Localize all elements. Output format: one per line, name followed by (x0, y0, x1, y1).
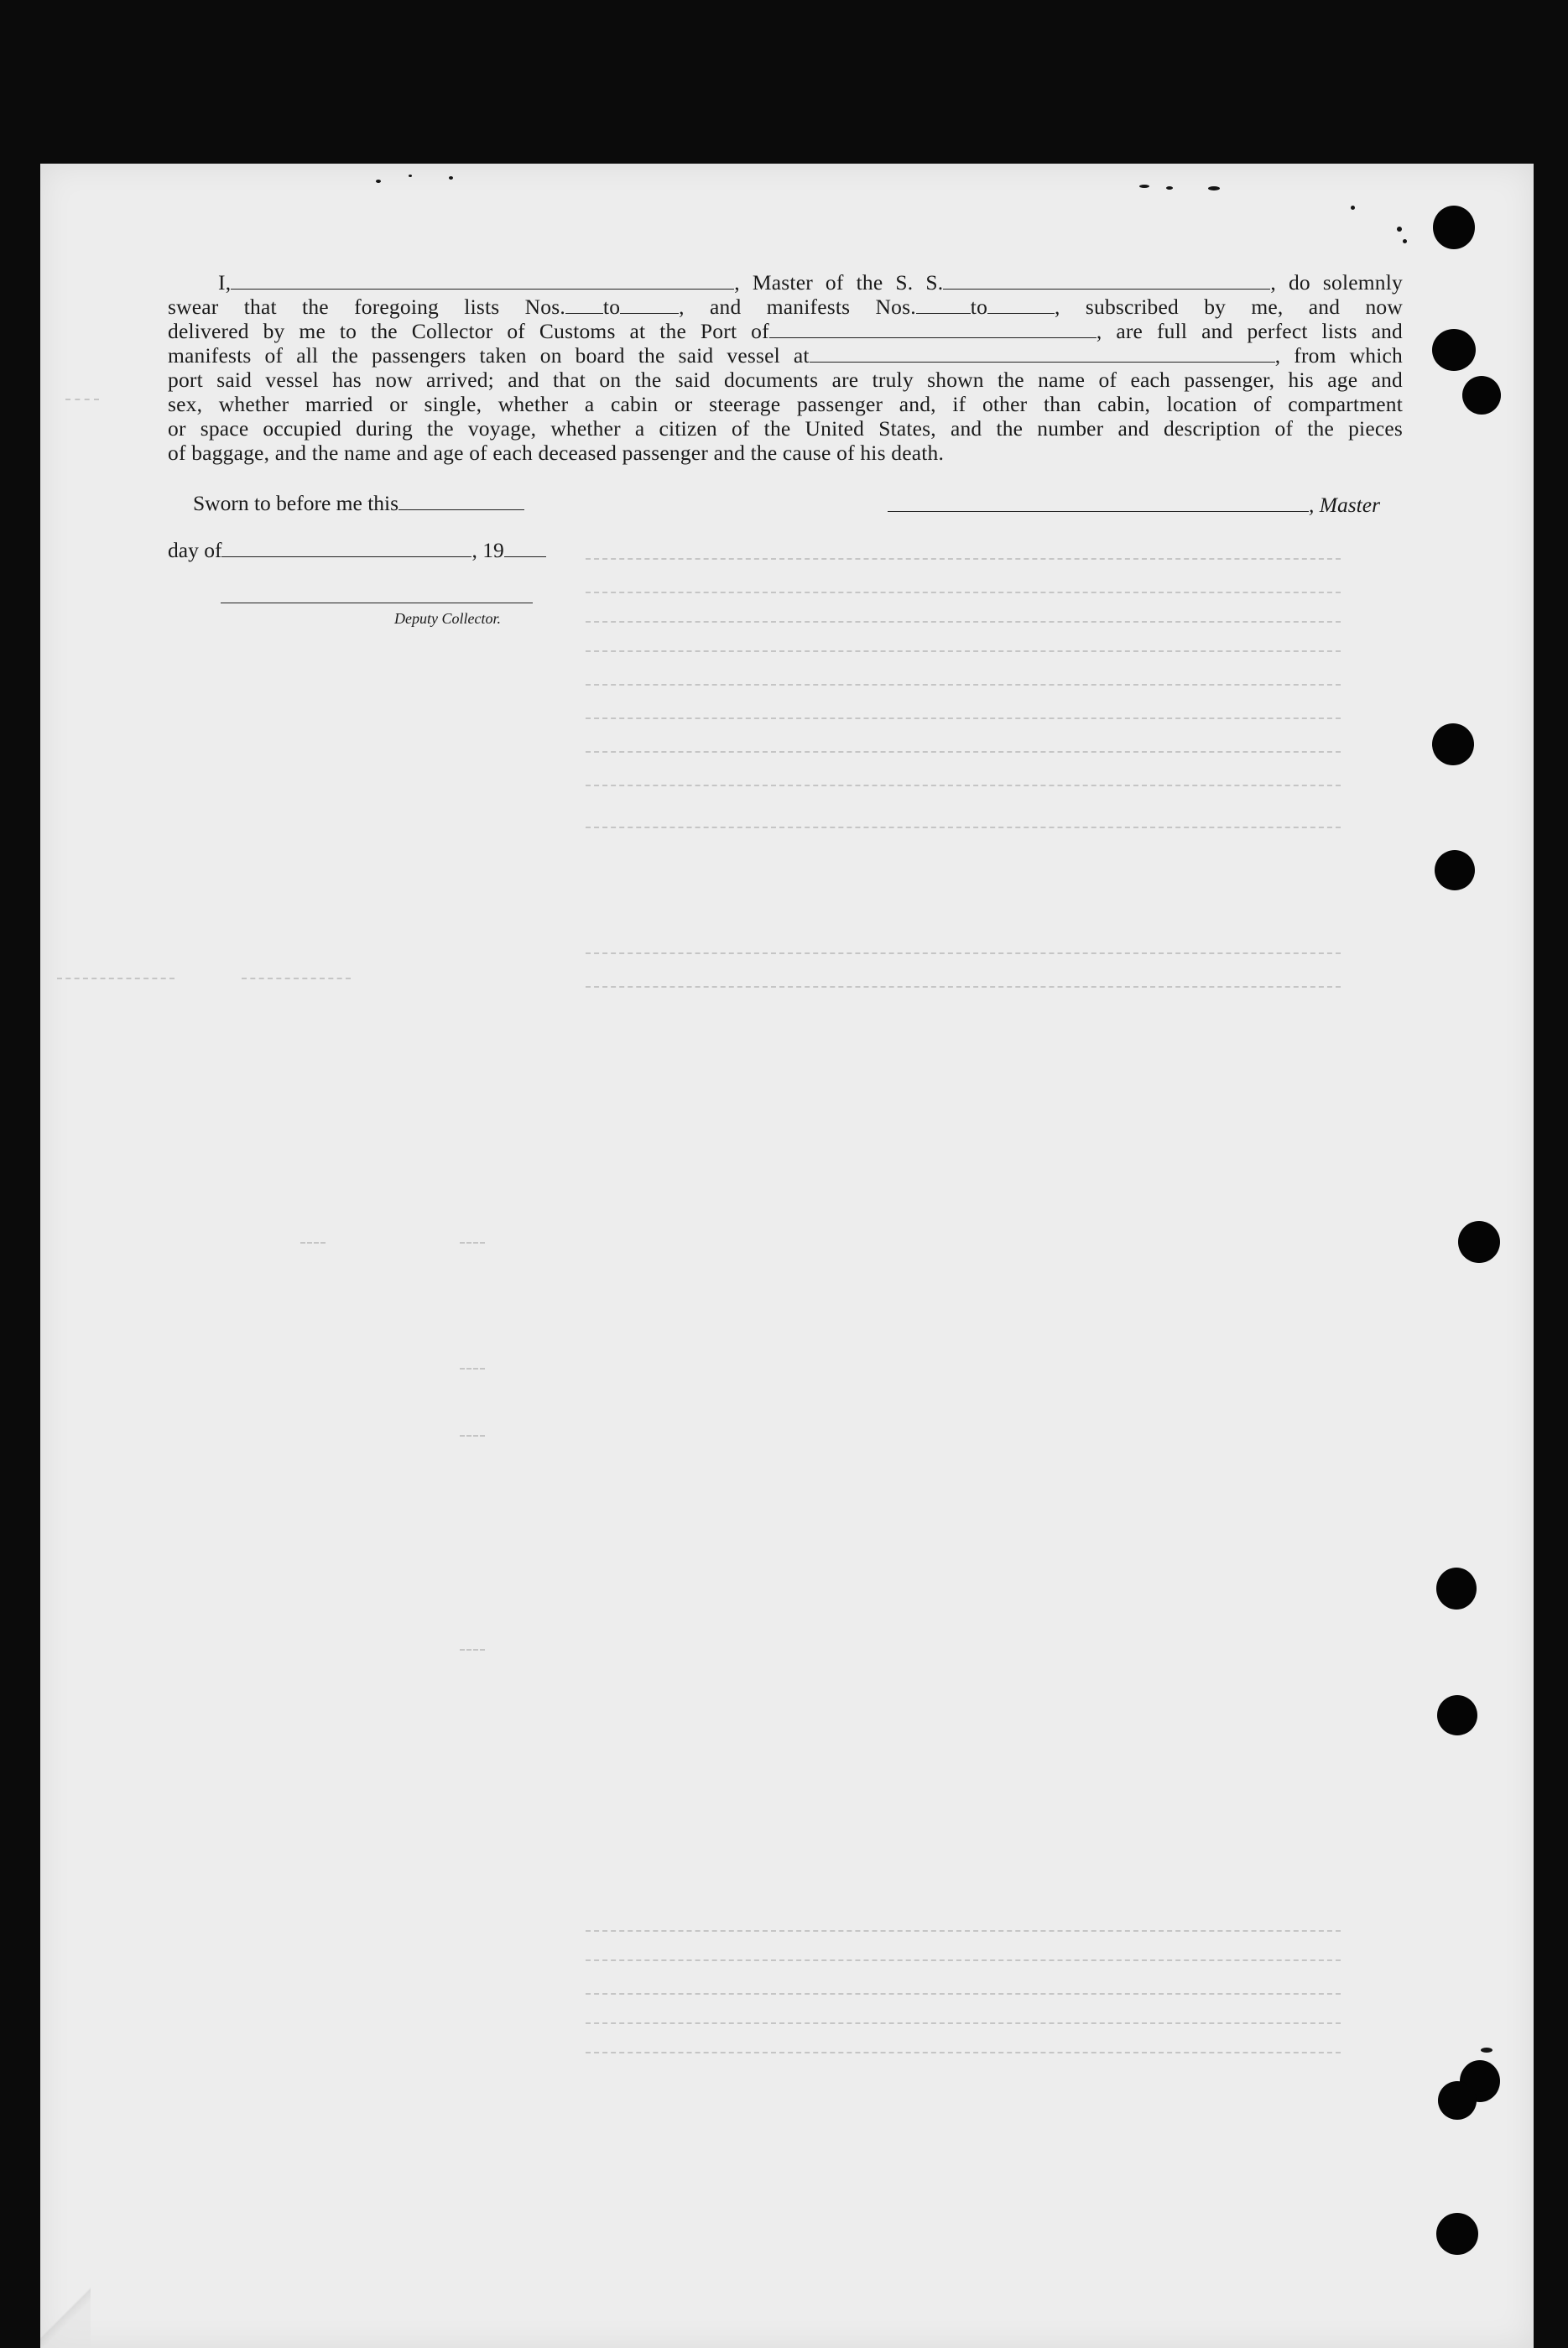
master-name-blank (231, 272, 734, 290)
punch-hole (1438, 2081, 1477, 2120)
oath-text: to (970, 295, 988, 319)
bleed-through-rule (65, 399, 99, 400)
scan-speck (1139, 185, 1149, 188)
punch-hole (1437, 1695, 1477, 1735)
bleed-through-rule (586, 717, 1341, 719)
punch-hole (1436, 2213, 1478, 2255)
punch-hole (1432, 329, 1476, 371)
oath-text: manifests of all the passengers taken on board the said vessel at (168, 343, 810, 368)
oath-text: I, (218, 270, 232, 295)
oath-text: , Master of the S. S. (734, 270, 944, 295)
oath-line-6: sex, whether married or single, whether a cabin or steerage passenger and, if other than cabin, location of compartment (168, 392, 1403, 416)
oath-text: , subscribed by me, and now (1055, 295, 1403, 319)
year-prefix: , 19 (471, 538, 504, 562)
punch-hole (1432, 723, 1474, 765)
oath-line-2 (168, 295, 1403, 319)
year-blank (504, 540, 546, 557)
bleed-through-rule (586, 558, 1341, 560)
bleed-through-rule (586, 2022, 1341, 2024)
port-blank (769, 321, 1097, 338)
oath-text: , and manifests Nos. (679, 295, 916, 319)
bleed-through-rule (586, 592, 1341, 593)
oath-line-4 (168, 343, 1403, 368)
oath-line-8: of baggage, and the name and age of each deceased passenger and the cause of his death. (168, 441, 945, 465)
master-signature-blank (888, 494, 1309, 512)
scan-speck (1166, 186, 1173, 190)
bleed-through-rule (586, 785, 1341, 786)
list-from-blank (565, 296, 603, 314)
scan-speck (1351, 206, 1355, 210)
bleed-through-rule (586, 1959, 1341, 1961)
departure-port-blank (810, 345, 1275, 363)
bleed-through-rule (586, 1993, 1341, 1995)
sworn-day-blank (399, 493, 524, 510)
oath-text: , are full and perfect lists and (1096, 319, 1403, 343)
manifest-to-blank (987, 296, 1055, 314)
bleed-through-rule (460, 1368, 485, 1370)
master-signature-line (888, 493, 1380, 518)
oath-line-1 (168, 270, 1403, 295)
day-of-label: day of (168, 538, 222, 562)
scan-speck (409, 175, 412, 177)
bleed-through-rule (586, 2052, 1341, 2053)
scan-speck (1403, 239, 1407, 243)
month-blank (221, 540, 471, 557)
bleed-through-rule (586, 827, 1341, 828)
bleed-through-rule (586, 751, 1341, 753)
oath-line-3 (168, 319, 1403, 343)
oath-text: , from which (1274, 343, 1403, 368)
master-label: , Master (1309, 493, 1380, 517)
bleed-through-rule (460, 1242, 485, 1244)
bleed-through-rule (586, 621, 1341, 623)
list-to-blank (620, 296, 679, 314)
oath-text: delivered by me to the Collector of Customs at the Port of (168, 319, 769, 343)
oath-text: swear that the foregoing lists Nos. (168, 295, 565, 319)
bleed-through-rule (300, 1242, 326, 1244)
manifest-from-blank (916, 296, 971, 314)
scan-speck (1208, 186, 1220, 190)
scan-speck (1397, 227, 1402, 232)
bleed-through-rule (586, 650, 1341, 652)
punch-hole (1433, 206, 1475, 249)
scan-speck (449, 176, 453, 180)
oath-line-5: port said vessel has now arrived; and that on the said documents are truly shown the name of each passenger, his age and (168, 368, 1403, 392)
sworn-label: Sworn to before me this (193, 491, 399, 515)
oath-line-7: or space occupied during the voyage, whether a citizen of the United States, and the number and description of the pieces (168, 416, 1403, 441)
sworn-line (193, 491, 524, 516)
punch-hole (1458, 1221, 1500, 1263)
bleed-through-rule (460, 1649, 485, 1651)
bleed-through-rule (586, 986, 1341, 988)
punch-hole (1436, 1568, 1477, 1610)
master-oath-paragraph (168, 270, 1403, 465)
date-line (168, 538, 546, 563)
scan-speck (376, 180, 381, 183)
bleed-through-rule (586, 952, 1341, 954)
oath-text: , do solemnly (1270, 270, 1403, 295)
bleed-through-rule (242, 978, 351, 979)
scan-speck (1481, 2048, 1492, 2053)
punch-hole (1435, 850, 1475, 890)
bleed-through-rule (586, 1930, 1341, 1932)
bleed-through-rule (460, 1435, 485, 1437)
deputy-collector-label: Deputy Collector. (394, 610, 501, 627)
ship-name-blank (943, 272, 1270, 290)
bleed-through-rule (586, 684, 1341, 686)
punch-hole (1462, 376, 1501, 415)
oath-text: to (602, 295, 621, 319)
bleed-through-rule (57, 978, 175, 979)
